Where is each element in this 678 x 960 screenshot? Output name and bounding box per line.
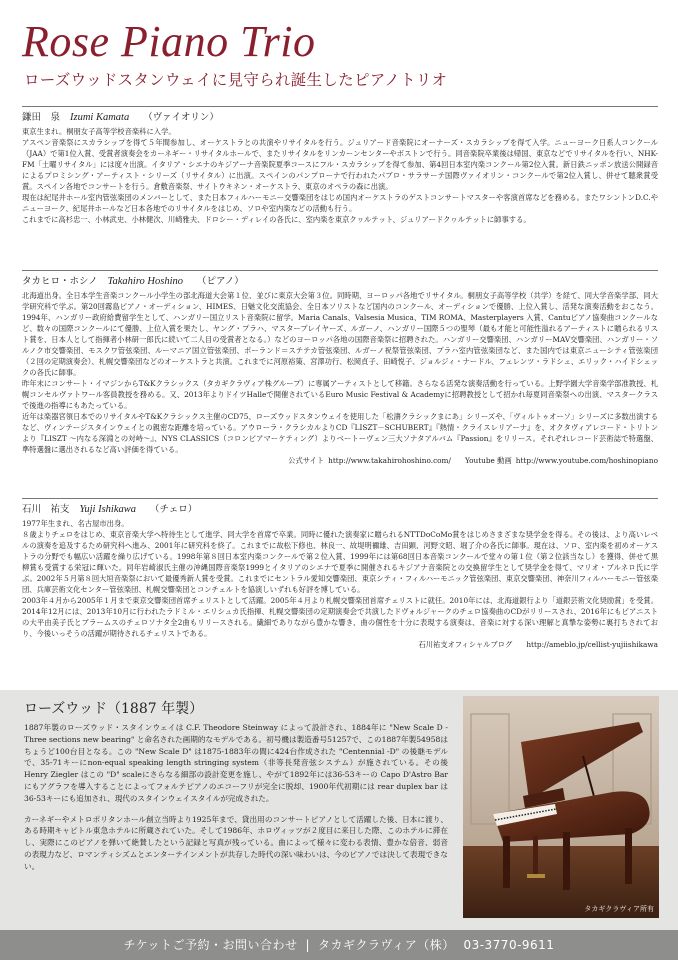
bio-paragraph: 現在は紀尾井ホール室内管弦楽団のメンバーとして、また日本フィルハーモニー交響楽団をはじめ国内オーケストラのゲストコンサートマスターや客演首席などを務める。またワシントンD.C.やニューヨーク、紀尾井ホールなど日本各地でのリサイタルをはじめ、ソロや室内楽などの活動も行う。 [22, 193, 658, 213]
page-subtitle: ローズウッドスタンウェイに見守られ誕生したピアノトリオ [24, 71, 448, 89]
footer-company: タカギクラヴィア（株） [318, 938, 455, 952]
member-name-line [22, 501, 658, 515]
member-links [22, 455, 658, 466]
member-kamata [22, 106, 658, 225]
page-title: Rose Piano Trio [22, 17, 316, 66]
official-site-link[interactable]: http://www.takahirohoshino.com/ [328, 456, 451, 465]
bio-paragraph: アスペン音楽祭にスカラシップを得て５年間参加し、オーケストラとの共演やリサイタルを行う。ジュリアード音楽院にオーナーズ・スカラシップを得て入学。ニューヨーク日系人コンクール（JAA）で第1位入賞、受賞者演奏会をカーネギー・リサイタルホールで、またリサイタルをリンカーンセンターやボストンで行う。同音楽院卒業後は帰国、東京などでリサイタルを行い、NHK-FM「土曜リサイタル」には度々出演。イタリア・シエナのキジアーナ音楽院夏季コースにフル・スカラシップを得て参加、第4回日本室内楽コンクール第2位入賞。新日鉄ニッポン放送公開録音によるプロミシング・アーティスト・シリーズ（リサイタル）に出演。スペインのパンプローナで行われたパブロ・サラサーテ国際ヴァイオリン・コンクールで第2位入賞し、併せて聴衆賞受賞。スペイン各地でコンサートを行う。倉敷音楽祭、サイトウキネン・オーケストラ、東京のオペラの森に出演。 [22, 138, 658, 191]
member-hoshino [22, 270, 658, 466]
ticket-footer [0, 930, 678, 960]
blog-label: 石川祐支オフィシャルブログ [418, 640, 513, 649]
blog-link[interactable]: http://ameblo.jp/cellist-yujiishikawa [526, 640, 658, 649]
divider [22, 498, 658, 499]
member-romaji: Takahiro Hoshino [107, 276, 183, 287]
member-ishikawa [22, 498, 658, 650]
rosewood-panel [0, 690, 678, 930]
bio-paragraph: 北海道出身。全日本学生音楽コンクール小学生の部北海道大会第１位、並びに東京大会第３位。同時期、ヨーロッパ各地でリサイタル。桐朋女子高等学校（共学）を経て、同大学音楽学部、同大学研究科で学ぶ。第20回霧島ピアノ・オーディション、HIMES、日魅文化交流協会、全日本ソリストなど国内のコンクール、オーディションで優勝、上位入賞し、活発な演奏活動をおこなう。1994年、ハンガリー政府給費留学生として、ハンガリー国立リスト音楽院に留学。Maria Canals、Valsesia Musica、TIM ROMA、Masterplayers 入賞、Cantuピアノ協奏曲コンクールなど、数々の国際コンクールにて優勝、上位入賞を果たし、ヤング・プラハ、マスタープレイヤーズ、ルガーノ、ハンガリー国際５つの聖琴（最も才能と可能性溢れるアーティストに贈られるリスト賞を、日本人として指揮者小林研一郎氏に続いて二人目の受賞者となる。）などのヨーロッパ各地の国際音楽祭に招聘された。ハンガリー交響楽団、ハンガリーMAV交響楽団、ハンガリー・ソルノク市交響楽団、モスクワ管弦楽団、ルーマニア国立管弦楽団、ポーランド＝ステテカ管弦楽団、ルガーノ祝祭管弦楽団、プラハ室内管弦楽団など、また国内では東京ニューシティ管弦楽団（２回の定期演奏会）、札幌交響楽団などのオーケストラと共演。これまでに河原裕策、宮澤功行、松岡貞子、田崎悦子、ジョルジィ・ナードル、フェレンツ・ラドシュ、エリック・ハイドシェックの各氏に師事。 [22, 291, 658, 377]
rosewood-paragraph: カーネギーやメトロポリタンホール創立当時より1925年まで、貸出用のコンサートピアノとして活躍した後、日本に渡り、ある時期キャピトル東急ホテルに所蔵されていた。そして1986年、ホロヴィッツが２度目に来日した際、このホテルに滞在し、実際にこのピアノを弾いて絶賛したという記録と写真が残っている。曲によって様々に変わる表情、豊かな倍音、弱音の表現力など、ロマンティシズムとエンターテインメントが共存した時代の深い味わいは、今のピアノでは決して表現できない。 [24, 814, 448, 871]
member-bio [22, 518, 658, 639]
member-bio [22, 290, 658, 455]
photo-caption: タカギクラヴィア所有 [584, 905, 654, 913]
member-role: （ピアノ） [197, 276, 244, 287]
member-name-line [22, 273, 658, 287]
rosewood-description [24, 722, 448, 882]
divider [22, 106, 658, 107]
official-site-label: 公式サイト [288, 456, 325, 465]
footer-phone[interactable]: 03-3770-9611 [463, 938, 555, 952]
bio-paragraph: 東京生まれ。桐朋女子高等学校音楽科に入学。 [22, 127, 176, 136]
member-bio [22, 126, 658, 225]
member-links [22, 639, 658, 650]
member-name-line [22, 109, 658, 123]
member-romaji: Yuji Ishikawa [79, 504, 137, 515]
divider [22, 270, 658, 271]
bio-paragraph: これまでに高杉忠一、小林武史、小林健次、川崎雅夫、ドロシー・ディレイの各氏に、室内楽を東京クヮルテット、ジュリアードクヮルテットに師事する。 [22, 215, 531, 224]
footer-separator: | [305, 938, 311, 952]
youtube-link[interactable]: http://www.youtube.com/hoshinopiano [515, 456, 658, 465]
grand-piano-image [463, 696, 659, 918]
member-name: 石川 祐支 [22, 504, 70, 515]
rosewood-paragraph: 1887年製のローズウッド・スタインウェイは C.F. Theodore Steinway によって設計され、1884年に "New Scale D -Three sections new bearing" と命名された画期的なモデルである。初号機は製造番号51257で、この1887年製54958はちょうど100台目となる。この "New Scale D" は1875-1883年の間に424台作成された "Centennial -D" の後継モデルで、35-71キーにnon-equal speaking length stringing system（非等長発音弦システム）が施されている。その後 Henry Ziegler はこの "D" scaleにさらなる細部の設計変更を施し、やがて1892年には36-53キーの Capo D'Astro Bar にもアグラフを導入することによってフォルテピアノのエコーフリが完全に脱却、1900年代初期には rear duplex bar は36-53キーにも追加され、現代のスタインウェイスタイルが完成された。 [24, 723, 448, 803]
member-role: （ヴァイオリン） [143, 112, 219, 123]
member-romaji: Izumi Kamata [70, 112, 130, 123]
bio-paragraph: ８歳よりチェロをはじめ、東京音楽大学へ特待生として進学、同大学を首席で卒業。同時に優れた演奏家に贈られるNTTDoCoMo賞をはじめさまざまな奨学金を得る。その後は、より高いレベルの演奏を追及するため研究科へ進み、2001年に研究科を終了。これまでに故松下修也、林良一、故堤明禰雄、吉田顕、河野文昭、堀了介の各氏に師事。現在は、ソロ、室内楽を初めオーケストラの分野でも幅広い活躍を繰り広げている。1998年第８回日本室内楽コンクールで第２位入賞、1999年には第68回日本音楽コンクールで堂々の第１位（第２位該当なし）を獲得、併せて黒柳賞も受賞する栄冠に輝いた。同年岩崎淑氏主催の沖縄国際音楽祭1999とイタリアのシエナで夏季に開催されるキジアナ音楽院との交換留学生として奨学金を得て、マリオ・ブルネロ氏に学ぶ。2002年５月第８回大垣音楽祭において最優秀新人賞を受賞。これまでにセントラル愛知交響楽団、東京シティ・フィルハーモニック管弦楽団、東京交響楽団、神奈川フィルハーモニー管弦楽団、兵庫芸術文化センター管弦楽団、札幌交響楽団とコンチェルトを協演しいずれも好評を博している。 [22, 530, 658, 594]
bio-paragraph: 2003年４月から2005年１月まで東京交響楽団首席チェリストとして活躍。2005年４月より札幌交響楽団首席チェリストに就任。2010年には、北海道銀行より「道銀芸術文化奨励賞」を受賞。2014年12月には、2013年10月に行われたラドミル・エリシュカ氏指揮、札幌交響楽団の定期演奏会で共演したドヴォルジャークのチェロ協奏曲のCDがリリースされ、2016年にもピアニストの大平由美子氏とブラームスのチェロソナタ全2曲もリリースされる。繊細でありながら豊かな響き、曲の個性を十分に表現する演奏は、音楽に対する深い理解と真摯な姿勢に裏打ちされており、今後いっそうの活躍が期待されるチェリストである。 [22, 596, 658, 638]
footer-inquiry: チケットご予約・お問い合わせ [123, 938, 298, 952]
bio-paragraph: 1977年生まれ、名古屋市出身。 [22, 519, 129, 528]
bio-paragraph: 昨年末にコンサート・イマジンからT&Kクラシックス（タカギクラヴィア株グループ）に専属アーティストとして移籍。さらなる活発な演奏活動を行っている。上野学園大学音楽学部准教授、札幌コンセルヴァトワール客員教授を務める。又、2013年よりドイツHalleで開催されているEuro Music Festival & Academyに招聘教授として招かれ毎夏同音楽祭への出演、マスタークラスで後進の指導にもあたっている。 [22, 379, 658, 410]
member-role: （チェロ） [150, 504, 198, 515]
bio-paragraph: 近年は楽器宮領日本でのリサイタルやT&Kクラシックス主催のCD75、ローズウッドスタンウェイを使用した「松濤クラシックまにあ」シリーズや、「ヴィルトゥオーソ」シリーズに多数出演するなど、ヴィンテージスタインウェイとの親密な距離を培っている。アウローラ・クラシカルよりCD『LISZT－SCHUBERT』『熱情・クライスレリアーナ』を、オクタヴィアレコード・トリトンより『LISZT 〜内なる深淵との対峙〜』、NYS CLASSICS（コロンビアマーケティング）よりベートーヴェン三大ソナタアルバム『Passion』をリリース。それぞれレコード芸術誌で特選盤、準特選盤に選出されるなど高い評価を得ている。 [22, 412, 658, 454]
youtube-label: Youtube 動画 [464, 456, 512, 465]
rosewood-heading: ローズウッド（1887 年製） [24, 701, 204, 717]
piano-photo [463, 696, 659, 918]
member-name: タカヒロ・ホシノ [22, 276, 98, 287]
member-name: 鎌田 泉 [22, 112, 61, 123]
